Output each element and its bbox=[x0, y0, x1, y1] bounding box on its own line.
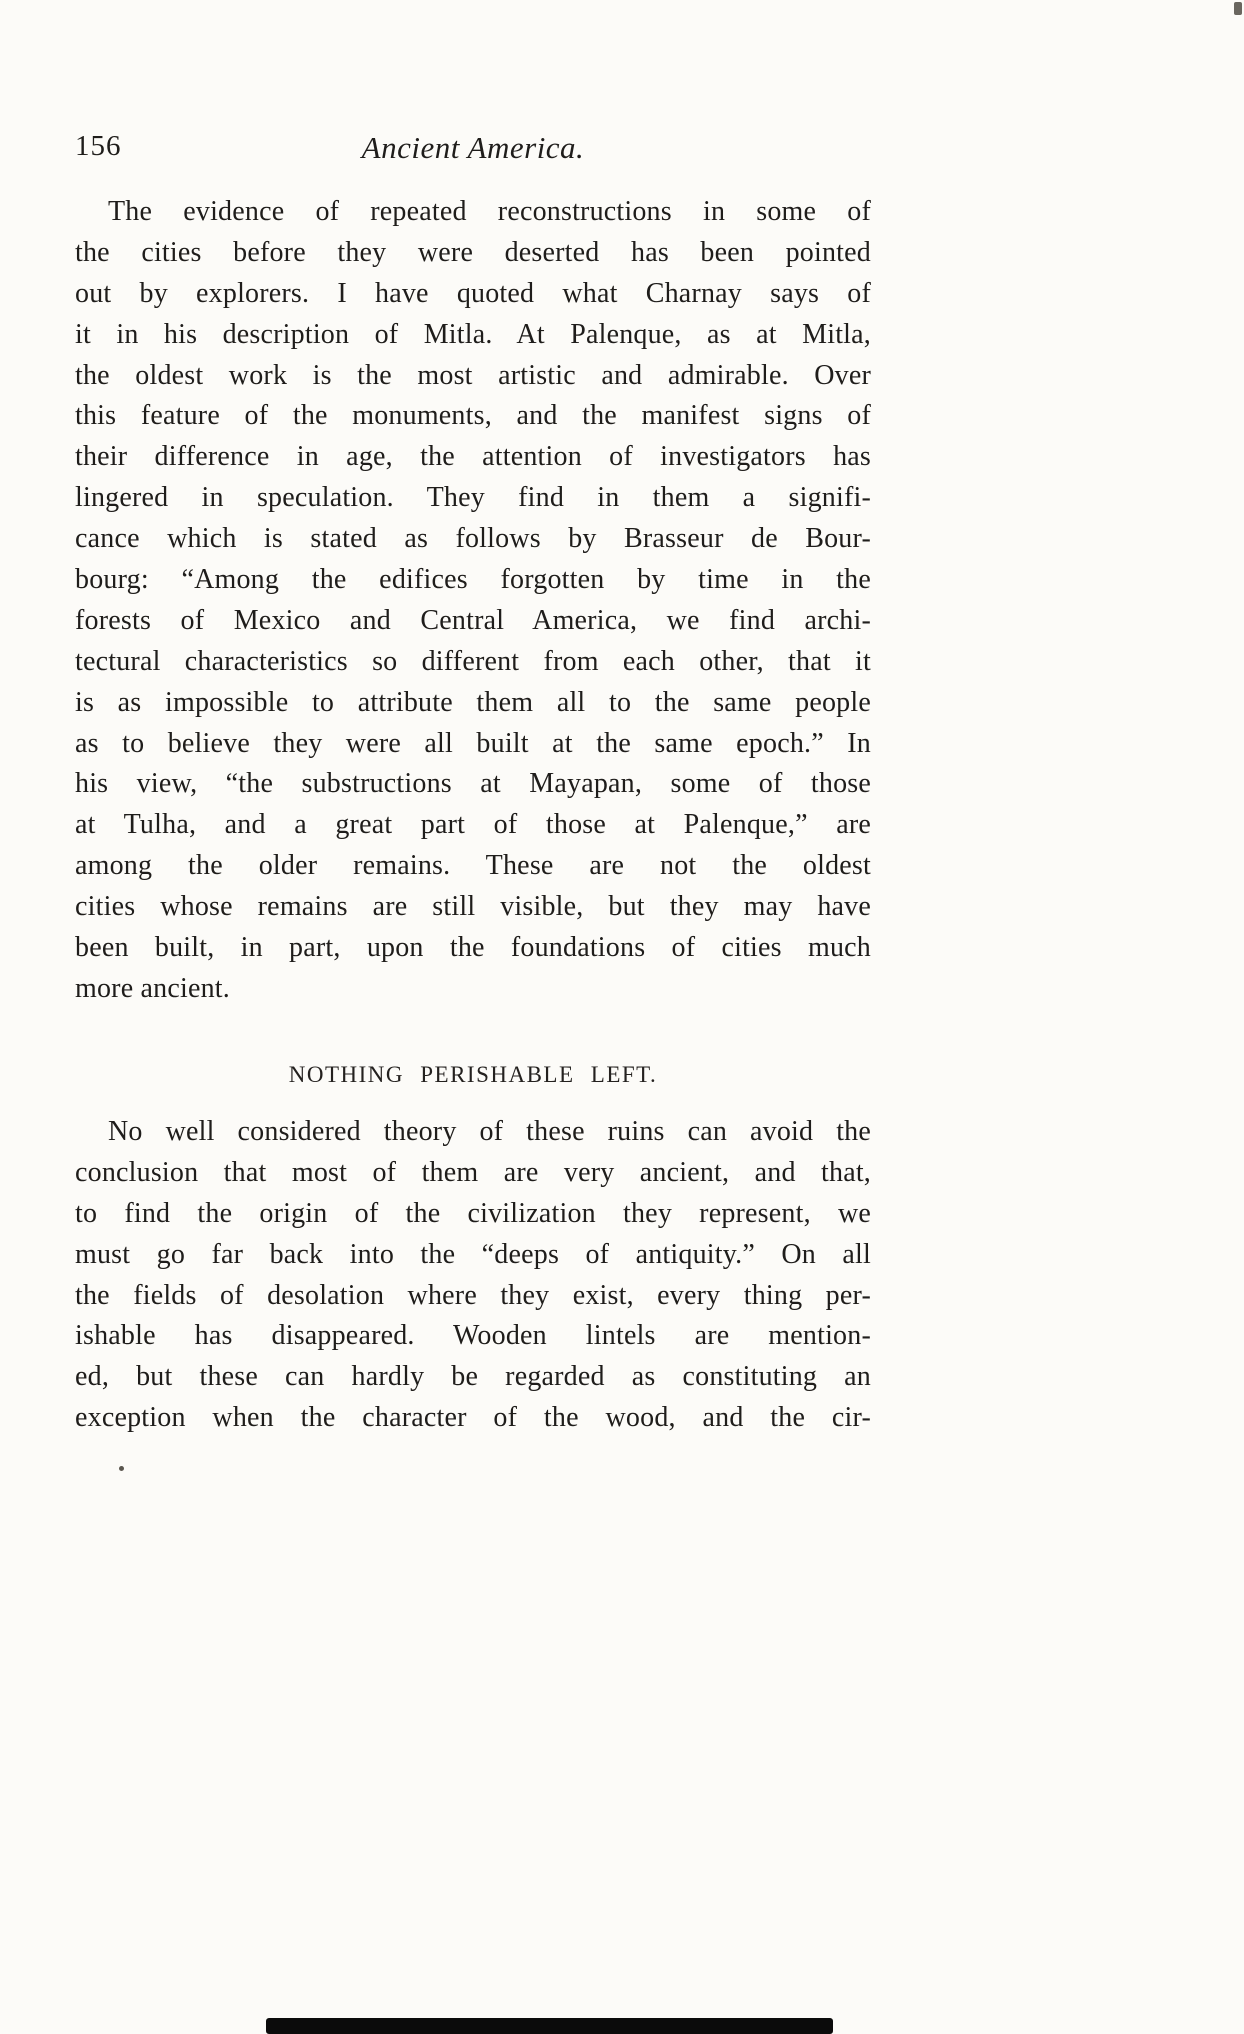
text-line: the oldest work is the most artistic and admirable. Over bbox=[75, 359, 871, 391]
text-line: out by explorers. I have quoted what Charnay says of bbox=[75, 277, 871, 309]
body-paragraph-1 bbox=[75, 192, 871, 1010]
text-line: it in his description of Mitla. At Palenque, as at Mitla, bbox=[75, 318, 871, 350]
text-line: as to believe they were all built at the same epoch.” In bbox=[75, 727, 871, 759]
text-line: No well considered theory of these ruins can avoid the bbox=[108, 1116, 871, 1147]
text-line: lingered in speculation. They find in them a signifi- bbox=[75, 482, 871, 514]
text-line: ed, but these can hardly be regarded as constituting an bbox=[75, 1361, 871, 1393]
page-header bbox=[75, 130, 871, 172]
text-line: tectural characteristics so different from each other, that it bbox=[75, 645, 871, 677]
section-heading: NOTHING PERISHABLE LEFT. bbox=[288, 1062, 658, 1087]
text-line: their difference in age, the attention of investigators has bbox=[75, 441, 871, 473]
text-line: is as impossible to attribute them all to the same people bbox=[75, 686, 871, 718]
text-line: at Tulha, and a great part of those at Palenque,” are bbox=[75, 809, 871, 841]
text-line: more ancient. bbox=[75, 972, 230, 1004]
text-line: the fields of desolation where they exist, every thing per- bbox=[75, 1279, 871, 1311]
text-line: cance which is stated as follows by Brasseur de Bour- bbox=[75, 523, 871, 555]
text-line: bourg: “Among the edifices forgotten by time in the bbox=[75, 564, 871, 596]
scan-artifact-bar bbox=[266, 2018, 833, 2034]
scan-corner-speck bbox=[1234, 2, 1242, 15]
scan-ink-dot bbox=[119, 1466, 124, 1471]
text-line: ishable has disappeared. Wooden lintels are mention- bbox=[75, 1320, 871, 1352]
text-line: forests of Mexico and Central America, we find archi- bbox=[75, 604, 871, 636]
body-paragraph-2 bbox=[75, 1112, 871, 1439]
text-line: this feature of the monuments, and the manifest signs of bbox=[75, 400, 871, 432]
text-line: exception when the character of the wood, and the cir- bbox=[75, 1402, 871, 1434]
text-line: The evidence of repeated reconstructions in some of bbox=[108, 196, 871, 227]
text-line: been built, in part, upon the foundations of cities much bbox=[75, 932, 871, 964]
page-number: 156 bbox=[75, 130, 122, 162]
text-line: cities whose remains are still visible, but they may have bbox=[75, 891, 871, 923]
text-line: among the older remains. These are not the oldest bbox=[75, 850, 871, 882]
text-line: the cities before they were deserted has been pointed bbox=[75, 236, 871, 268]
running-title: Ancient America. bbox=[361, 130, 585, 165]
text-line: must go far back into the “deeps of antiquity.” On all bbox=[75, 1238, 871, 1270]
text-line: his view, “the substructions at Mayapan, some of those bbox=[75, 768, 871, 800]
text-line: conclusion that most of them are very ancient, and that, bbox=[75, 1156, 871, 1188]
text-line: to find the origin of the civilization they represent, we bbox=[75, 1197, 871, 1229]
